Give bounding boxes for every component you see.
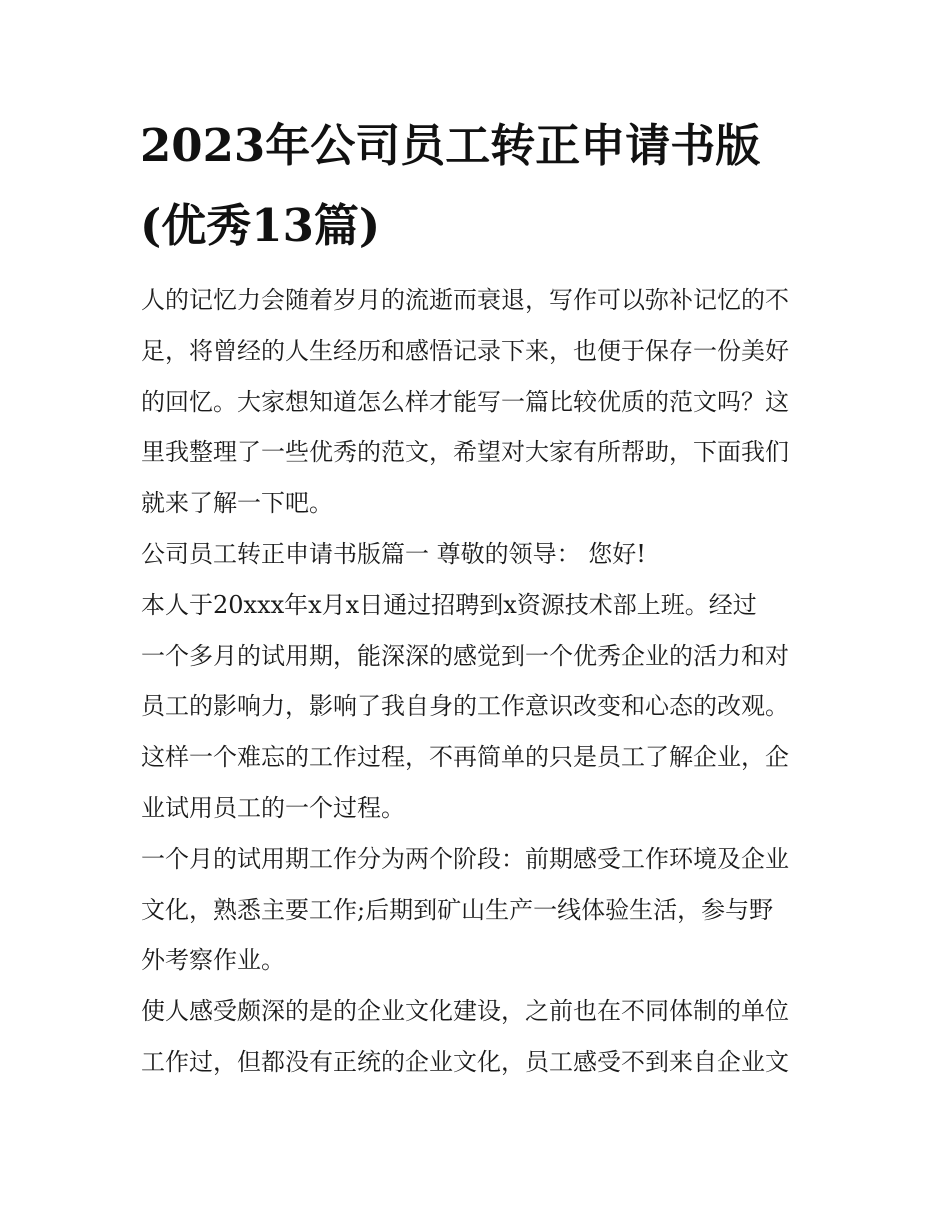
body-text-line: 一个多月的试用期，能深深的感觉到一个优秀企业的活力和对 bbox=[141, 642, 789, 670]
document-title-line-2: (优秀13篇) bbox=[140, 199, 381, 252]
body-text-line: 文化，熟悉主要工作;后期到矿山生产一线体验生活，参与野 bbox=[141, 896, 774, 924]
body-text-line: 足，将曾经的人生经历和感悟记录下来，也便于保存一份美好 bbox=[141, 337, 789, 365]
body-text-line: 业试用员工的一个过程。 bbox=[141, 794, 405, 822]
body-text-line: 就来了解一下吧。 bbox=[141, 489, 333, 517]
body-text-line: 使人感受颇深的是的企业文化建设，之前也在不同体制的单位 bbox=[141, 997, 789, 1025]
body-text-line: 一个月的试用期工作分为两个阶段：前期感受工作环境及企业 bbox=[141, 845, 789, 873]
body-text-line: 工作过，但都没有正统的企业文化，员工感受不到来自企业文 bbox=[141, 1048, 789, 1076]
document-title-line-1: 2023年公司员工转正申请书版 bbox=[140, 119, 761, 172]
body-text-line: 本人于20xxx年x月x日通过招聘到x资源技术部上班。经过 bbox=[141, 591, 757, 619]
body-text-line: 的回忆。大家想知道怎么样才能写一篇比较优质的范文吗？这 bbox=[141, 388, 789, 416]
body-text-line: 这样一个难忘的工作过程，不再简单的只是员工了解企业，企 bbox=[141, 743, 789, 771]
body-text-line: 人的记忆力会随着岁月的流逝而衰退，写作可以弥补记忆的不 bbox=[141, 286, 789, 314]
body-text-line: 外考察作业。 bbox=[141, 946, 285, 974]
body-text-line: 里我整理了一些优秀的范文，希望对大家有所帮助，下面我们 bbox=[141, 438, 789, 466]
body-text-line: 员工的影响力，影响了我自身的工作意识改变和心态的改观。 bbox=[141, 692, 789, 720]
body-text-line: 公司员工转正申请书版篇一 尊敬的领导： 您好! bbox=[141, 540, 646, 568]
